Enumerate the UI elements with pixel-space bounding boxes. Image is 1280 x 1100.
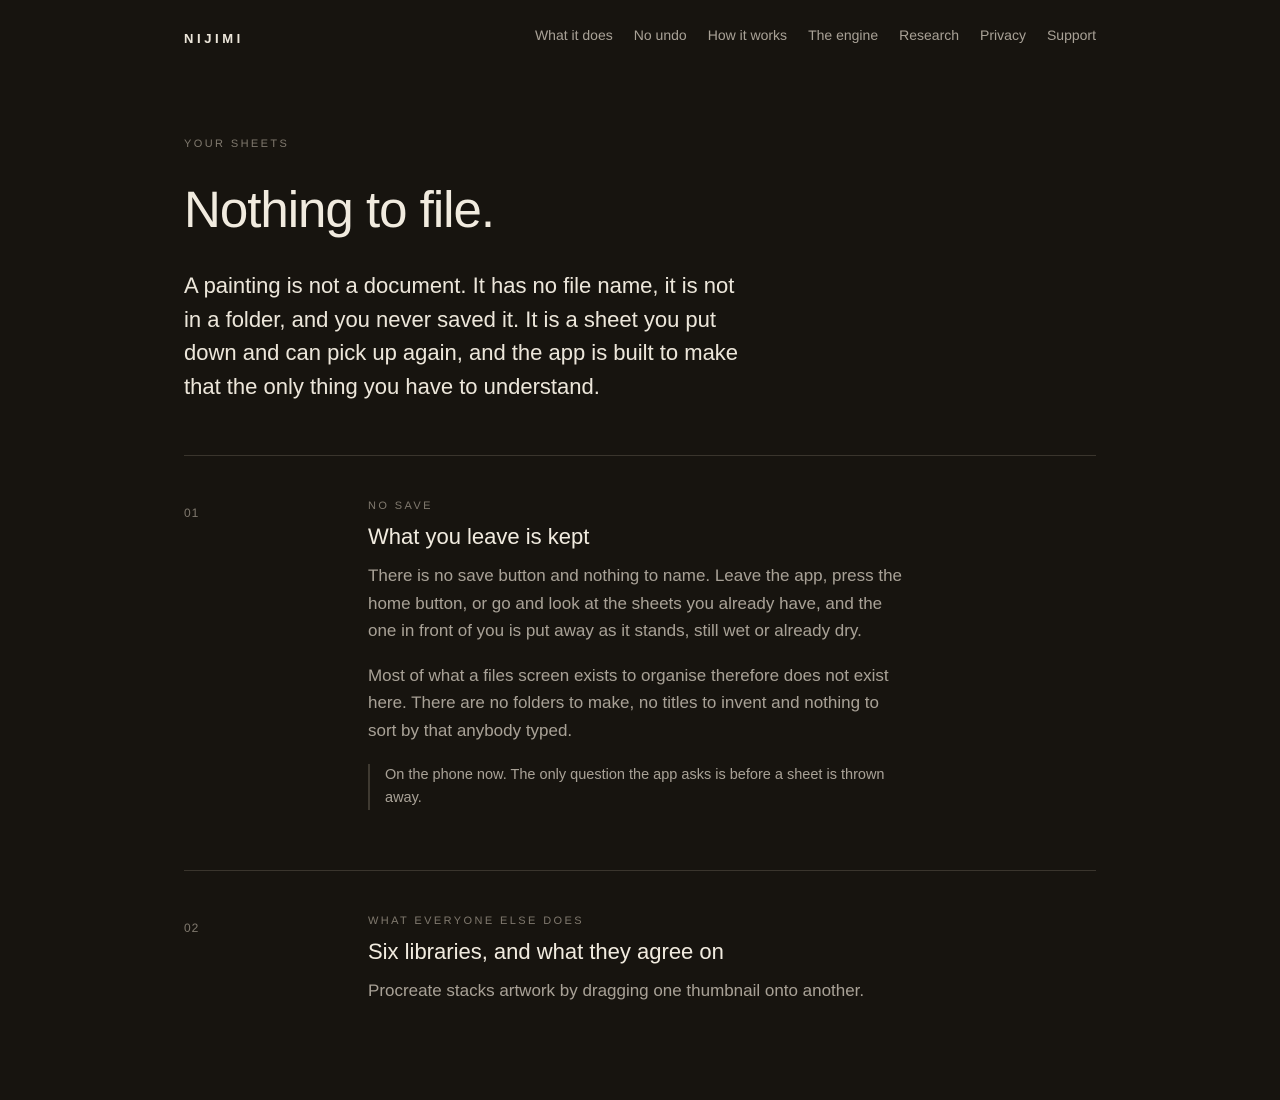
page-title: Nothing to file.	[184, 181, 495, 238]
nav-link-support[interactable]: Support	[1046, 27, 1096, 43]
section-number: 01	[184, 506, 200, 520]
nav-link-the-engine[interactable]: The engine	[808, 27, 879, 43]
section-kicker: WHAT EVERYONE ELSE DOES	[368, 915, 584, 927]
hero-lede: A painting is not a document. It has no file name, it is not in a folder, and you never saved it. It is a sheet you put down and can pick up again, and the app is built to make that the only thing you have to understand.	[184, 273, 739, 399]
brand-logo[interactable]: NIJIMI	[184, 31, 244, 46]
nav-link-research[interactable]: Research	[899, 27, 960, 43]
section-paragraph: Procreate stacks artwork by dragging one thumbnail onto another.	[368, 981, 865, 1000]
top-navigation	[184, 26, 1096, 46]
nav-link-what-it-does[interactable]: What it does	[534, 27, 613, 43]
section-what-everyone-else-does	[368, 915, 908, 1022]
nav-link-how-it-works[interactable]: How it works	[707, 27, 788, 43]
nav-link-no-undo[interactable]: No undo	[633, 27, 687, 43]
section-no-save	[368, 500, 908, 810]
section-divider	[184, 870, 1096, 871]
hero-eyebrow: YOUR SHEETS	[184, 138, 290, 150]
section-paragraph: There is no save button and nothing to name. Leave the app, press the home button, or go and look at the sheets you already have, and the one in front of you is put away as it stands, still wet or already dry.	[368, 566, 902, 640]
main-nav	[535, 27, 1096, 43]
section-number: 02	[184, 921, 200, 935]
section-title: What you leave is kept	[368, 524, 590, 549]
section-quote: On the phone now. The only question the app asks is before a sheet is thrown away.	[368, 764, 908, 810]
nav-link-privacy[interactable]: Privacy	[980, 27, 1026, 43]
section-kicker: NO SAVE	[368, 500, 433, 512]
section-title: Six libraries, and what they agree on	[368, 939, 724, 964]
section-divider	[184, 455, 1096, 456]
section-paragraph: Most of what a files screen exists to organise therefore does not exist here. There are no folders to make, no titles to invent and nothing to sort by that anybody typed.	[368, 665, 889, 740]
